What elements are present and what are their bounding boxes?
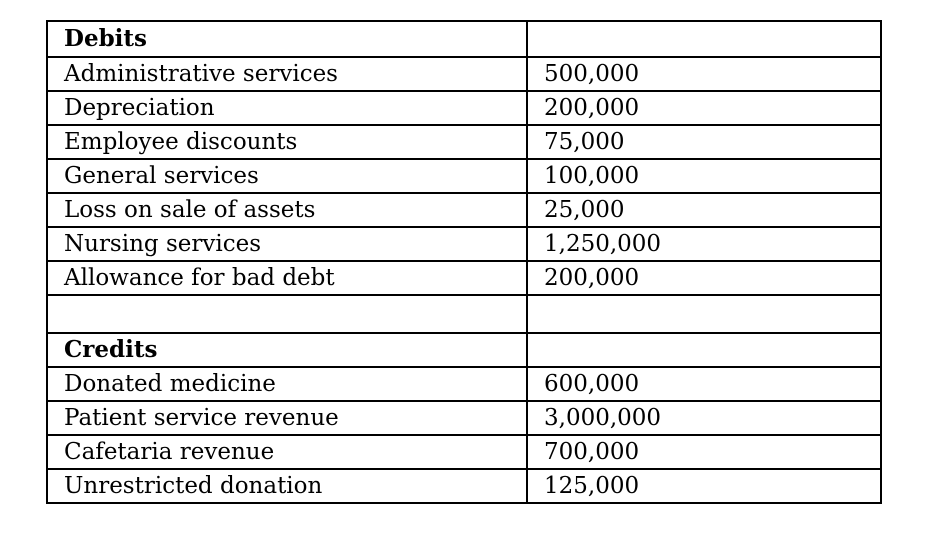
row-label: Depreciation bbox=[47, 91, 527, 125]
row-label: General services bbox=[47, 159, 527, 193]
ledger-table bbox=[46, 20, 882, 504]
row-label: Loss on sale of assets bbox=[47, 193, 527, 227]
row-label: Administrative services bbox=[47, 57, 527, 91]
row-amount: 1,250,000 bbox=[527, 227, 881, 261]
blank-separator-row bbox=[47, 295, 881, 333]
row-amount: 600,000 bbox=[527, 367, 881, 401]
row-label: Cafetaria revenue bbox=[47, 435, 527, 469]
table-row bbox=[47, 435, 881, 469]
row-label: Nursing services bbox=[47, 227, 527, 261]
credits-heading: Credits bbox=[47, 333, 527, 367]
table-row bbox=[47, 227, 881, 261]
credits-heading-amount-cell bbox=[527, 333, 881, 367]
row-label: Patient service revenue bbox=[47, 401, 527, 435]
row-amount: 125,000 bbox=[527, 469, 881, 503]
table-row bbox=[47, 159, 881, 193]
row-amount: 700,000 bbox=[527, 435, 881, 469]
table-row bbox=[47, 367, 881, 401]
table-row bbox=[47, 401, 881, 435]
row-label: Allowance for bad debt bbox=[47, 261, 527, 295]
row-amount: 200,000 bbox=[527, 91, 881, 125]
row-label: Unrestricted donation bbox=[47, 469, 527, 503]
table-row bbox=[47, 57, 881, 91]
row-label: Donated medicine bbox=[47, 367, 527, 401]
row-amount: 500,000 bbox=[527, 57, 881, 91]
blank-cell bbox=[527, 295, 881, 333]
credits-header-row bbox=[47, 333, 881, 367]
debits-heading-amount-cell bbox=[527, 21, 881, 57]
row-amount: 25,000 bbox=[527, 193, 881, 227]
row-amount: 200,000 bbox=[527, 261, 881, 295]
table-row bbox=[47, 125, 881, 159]
table-row bbox=[47, 91, 881, 125]
table-row bbox=[47, 193, 881, 227]
debits-header-row bbox=[47, 21, 881, 57]
row-amount: 75,000 bbox=[527, 125, 881, 159]
row-label: Employee discounts bbox=[47, 125, 527, 159]
row-amount: 100,000 bbox=[527, 159, 881, 193]
blank-cell bbox=[47, 295, 527, 333]
table-row bbox=[47, 261, 881, 295]
row-amount: 3,000,000 bbox=[527, 401, 881, 435]
table-row bbox=[47, 469, 881, 503]
debits-heading: Debits bbox=[47, 21, 527, 57]
